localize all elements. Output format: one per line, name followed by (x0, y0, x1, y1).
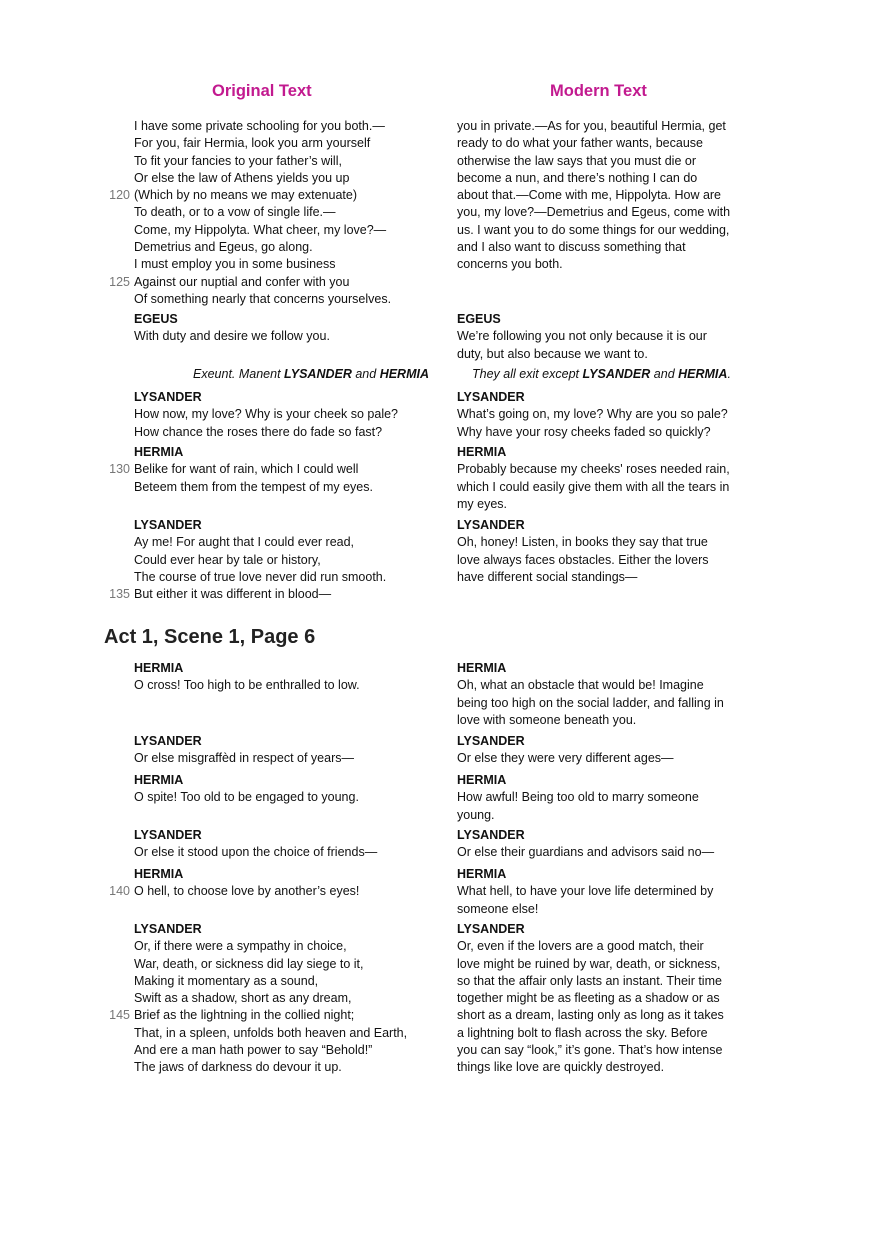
modern-speech-theseus (457, 118, 747, 274)
speaker-name: HERMIA (457, 867, 507, 881)
verse-line: O spite! Too old to be engaged to young. (134, 790, 359, 805)
prose-line: about that.—Come with me, Hippolyta. How are (457, 188, 722, 203)
verse-line: Ay me! For aught that I could ever read, (134, 535, 355, 550)
verse-line: Beteem them from the tempest of my eyes. (134, 479, 373, 494)
page-title: Act 1, Scene 1, Page 6 (104, 626, 316, 648)
prose-line: short as a dream, lasting only as long as it takes (457, 1008, 724, 1023)
prose-line: things like love are quickly destroyed. (457, 1060, 665, 1075)
verse-line: I have some private schooling for you both.— (134, 119, 385, 133)
prose-line: ready to do what your father wants, because (457, 136, 703, 151)
prose-line: you in private.—As for you, beautiful Hermia, get (457, 119, 726, 133)
prose-line: concerns you both. (457, 257, 563, 272)
verse-line: Making it momentary as a sound, (134, 973, 319, 988)
prose-line: love might be ruined by war, death, or sickness, (457, 956, 721, 971)
verse-line: Or else it stood upon the choice of friends— (134, 845, 378, 860)
modern-speech-hermia (457, 772, 747, 824)
original-speech-hermia (109, 444, 434, 496)
speaker-name: LYSANDER (134, 922, 202, 936)
speaker-name: LYSANDER (134, 828, 202, 842)
prose-line: How awful! Being too old to marry someone (457, 790, 699, 805)
modern-speech-lysander (457, 921, 747, 1077)
speaker-name: LYSANDER (457, 518, 525, 532)
prose-line: Or, even if the lovers are a good match, their (457, 939, 704, 954)
prose-line: us. I want you to do some things for our wedding, (457, 222, 730, 237)
original-speech-lysander (109, 517, 434, 603)
original-speech-egeus (134, 311, 434, 346)
verse-line: 145 Brief as the lightning in the collied night; (134, 1007, 434, 1024)
verse-line: With duty and desire we follow you. (134, 329, 330, 344)
verse-line: How now, my love? Why is your cheek so pale? (134, 407, 399, 422)
modern-text-header: Modern Text (550, 82, 647, 100)
verse-line: 135 But either it was different in blood— (134, 586, 434, 603)
prose-line: Or else they were very different ages— (457, 751, 674, 766)
original-speech-theseus (109, 118, 434, 308)
verse-line: Could ever hear by tale or history, (134, 552, 321, 567)
speaker-name: LYSANDER (457, 922, 525, 936)
verse-line: O cross! Too high to be enthralled to low. (134, 678, 360, 693)
prose-line: being too high on the social ladder, and falling in (457, 695, 724, 710)
prose-line: which I could easily give them with all the tears in (457, 479, 730, 494)
verse-line: 125 Against our nuptial and confer with you (134, 274, 434, 291)
prose-line: duty, but also because we want to. (457, 346, 648, 361)
line-number: 125 (109, 274, 130, 289)
prose-line: Oh, what an obstacle that would be! Imagine (457, 678, 704, 693)
modern-speech-lysander (457, 827, 747, 862)
modern-speech-hermia (457, 866, 747, 918)
verse-line: 120 (Which by no means we may extenuate) (134, 187, 434, 204)
verse-line: Come, my Hippolyta. What cheer, my love?— (134, 222, 387, 237)
prose-line: someone else! (457, 901, 539, 916)
verse-line: 130 Belike for want of rain, which I could well (134, 461, 434, 478)
speaker-name: HERMIA (134, 867, 184, 881)
verse-line: To death, or to a vow of single life.— (134, 205, 336, 220)
original-speech-hermia (109, 866, 434, 901)
modern-speech-lysander (457, 733, 747, 768)
stage-direction-original: Exeunt. Manent LYSANDER and HERMIA (193, 367, 429, 381)
speaker-name: HERMIA (134, 445, 184, 459)
speaker-name: LYSANDER (134, 518, 202, 532)
line-number: 135 (109, 587, 130, 602)
original-speech-lysander (134, 733, 434, 768)
prose-line: What hell, to have your love life determined by (457, 884, 714, 899)
verse-line: Or else the law of Athens yields you up (134, 170, 350, 185)
speaker-name: HERMIA (457, 661, 507, 675)
prose-line: What’s going on, my love? Why are you so pale? (457, 407, 728, 422)
verse-line: To fit your fancies to your father’s will, (134, 153, 342, 168)
original-speech-hermia (134, 772, 434, 807)
verse-line: For you, fair Hermia, look you arm yourself (134, 136, 371, 151)
prose-line: Or else their guardians and advisors said no— (457, 845, 715, 860)
speaker-name: HERMIA (134, 661, 184, 675)
modern-speech-hermia (457, 660, 747, 729)
prose-line: love with someone beneath you. (457, 712, 637, 727)
prose-line: Why have your rosy cheeks faded so quickly? (457, 424, 711, 439)
speaker-name: LYSANDER (134, 734, 202, 748)
prose-line: and I also want to discuss something that (457, 240, 686, 255)
prose-line: We’re following you not only because it is our (457, 329, 707, 344)
speaker-name: EGEUS (457, 312, 501, 326)
line-number: 120 (109, 188, 130, 203)
speaker-name: HERMIA (457, 445, 507, 459)
prose-line: together might be as fleeting as a shadow or as (457, 991, 720, 1006)
verse-line: Demetrius and Egeus, go along. (134, 240, 313, 255)
prose-line: my eyes. (457, 496, 508, 511)
stage-direction-modern: They all exit except LYSANDER and HERMIA. (472, 367, 731, 381)
verse-line: I must employ you in some business (134, 257, 336, 272)
modern-speech-egeus (457, 311, 747, 363)
original-speech-hermia (134, 660, 434, 695)
verse-line: How chance the roses there do fade so fast? (134, 424, 383, 439)
verse-line: Or, if there were a sympathy in choice, (134, 939, 347, 954)
verse-line: Or else misgraffèd in respect of years— (134, 751, 354, 766)
original-speech-lysander (109, 921, 434, 1077)
speaker-name: LYSANDER (457, 734, 525, 748)
verse-line: War, death, or sickness did lay siege to it, (134, 956, 364, 971)
original-text-header: Original Text (212, 82, 312, 100)
line-number: 130 (109, 462, 130, 477)
prose-line: become a nun, and there’s nothing I can do (457, 170, 698, 185)
verse-line: Swift as a shadow, short as any dream, (134, 991, 352, 1006)
line-number: 145 (109, 1008, 130, 1023)
prose-line: Oh, honey! Listen, in books they say that true (457, 535, 708, 550)
speaker-name: LYSANDER (134, 390, 202, 404)
prose-line: otherwise the law says that you must die or (457, 153, 697, 168)
speaker-name: LYSANDER (457, 390, 525, 404)
verse-line: The course of true love never did run smooth. (134, 569, 387, 584)
verse-line: That, in a spleen, unfolds both heaven and Earth, (134, 1025, 408, 1040)
original-speech-lysander (134, 827, 434, 862)
verse-line: The jaws of darkness do devour it up. (134, 1060, 342, 1075)
modern-speech-hermia (457, 444, 747, 513)
modern-speech-lysander (457, 389, 747, 441)
prose-line: have different social standings— (457, 569, 638, 584)
original-speech-lysander (134, 389, 434, 441)
prose-line: you can say “look,” it’s gone. That’s how intense (457, 1043, 723, 1058)
speaker-name: LYSANDER (457, 828, 525, 842)
modern-speech-lysander (457, 517, 747, 586)
speaker-name: EGEUS (134, 312, 178, 326)
prose-line: so that the affair only lasts an instant. Their time (457, 973, 722, 988)
prose-line: Probably because my cheeks' roses needed rain, (457, 462, 730, 477)
prose-line: love always faces obstacles. Either the lovers (457, 552, 709, 567)
prose-line: young. (457, 807, 495, 822)
verse-line: 140 O hell, to choose love by another’s eyes! (134, 883, 434, 900)
verse-line: And ere a man hath power to say “Behold!” (134, 1043, 373, 1058)
speaker-name: HERMIA (134, 773, 184, 787)
verse-line: Of something nearly that concerns yourselves. (134, 291, 392, 306)
prose-line: a lightning bolt to flash across the sky. Before (457, 1025, 708, 1040)
speaker-name: HERMIA (457, 773, 507, 787)
line-number: 140 (109, 884, 130, 899)
prose-line: you, my love?—Demetrius and Egeus, come with (457, 205, 731, 220)
